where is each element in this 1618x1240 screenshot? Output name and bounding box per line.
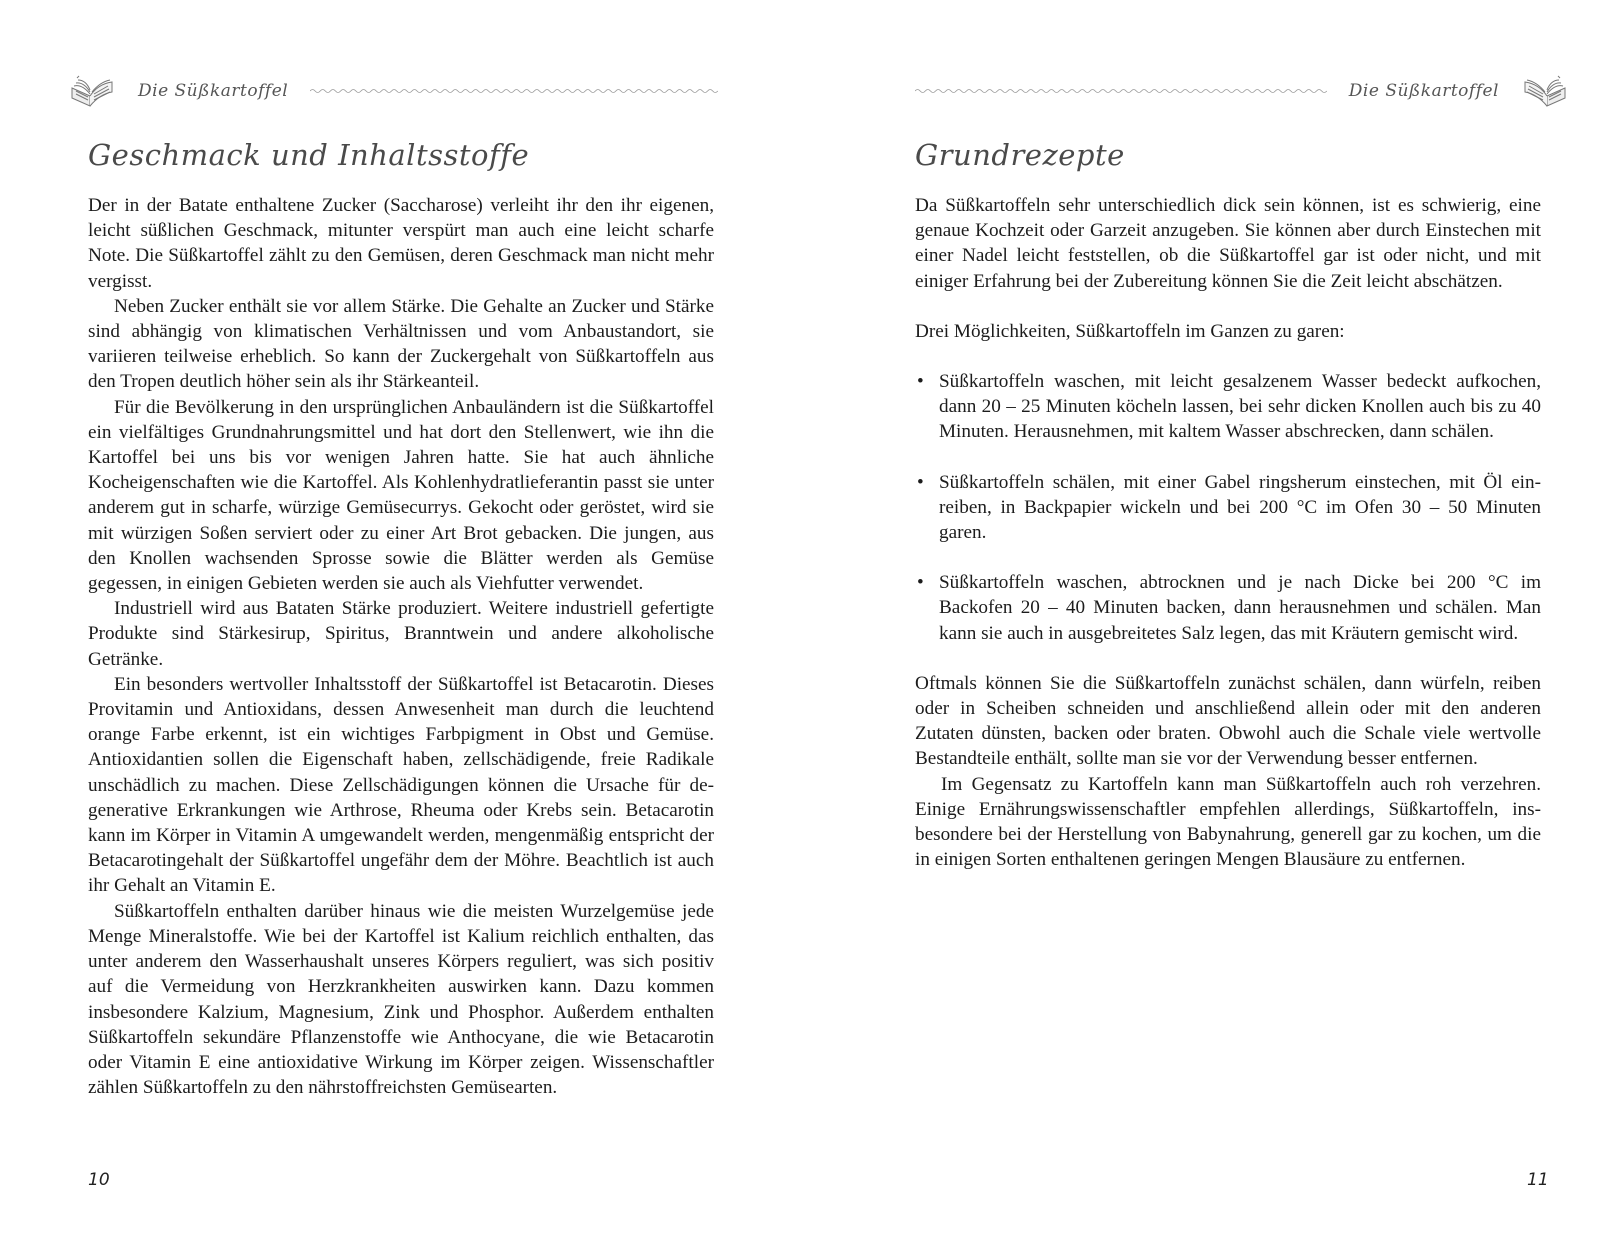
list-item (915, 369, 1541, 445)
list-lead: Drei Möglichkeiten, Süßkartoffeln im Ganzen zu garen: (915, 320, 1345, 342)
list-item (915, 570, 1541, 646)
paragraph: Für die Bevölkerung in den ursprünglichen Anbauländern ist die Süßkartoffel ein vielfältiges Grundnahrungsmittel und hat dort den Stellenwert, wie ihn die Kartoffel bei uns bis vor wenigen Jahren hatte. Sie hat auch ähnliche Kocheigenschaften wie die Kartoffel. Als Kohlenhydratlieferantin passt sie unter anderem gut in scharfe, würzige Gemüsecurrys. Gekocht oder geröstet, wird sie mit würzigen Soßen serviert oder zu einer Art Brot gebacken. Die jungen, aus den Knollen wachsenden Sprosse sowie die Blätter werden als Gemüse gegessen, in einigen Gebieten werden sie auch als Viehfutter verwendet. (88, 396, 714, 595)
bullet-icon: • (917, 572, 924, 594)
intro-paragraph: Da Süßkartoffeln sehr unterschiedlich dick sein können, ist es schwierig, eine genaue Kochzeit oder Garzeit anzugeben. Sie können aber durch Einstechen mit einer Nadel leicht feststellen, ob die Süßkartoffel gar ist oder nicht, und mit einiger Erfahrung bei der Zubereitung können Sie die Zeit leicht abschätzen. (915, 195, 1541, 292)
open-book-icon (68, 74, 116, 108)
right-page (809, 0, 1618, 1240)
paragraph: Ein besonders wertvoller Inhaltsstoff der Süßkartoffel ist Betacarotin. Dieses Provitamin und Antioxidans, dessen Anwesenheit man durch die leuchtend orange Farbe erkennt, ist ein wichtiges Farbpigment in Obst und Gemüse. Antioxidantien sollen die Eigenschaft haben, zellschädigende, freie Radikale unschädlich zu machen. Diese Zellschädigungen können die Ursache für degenerative Erkrankungen wie Arthrose, Rheuma oder Krebs sein. Betacarotin kann im Körper in Vitamin A umgewandelt werden, mengenmäßig entspricht der Betacarotingehalt der Süßkartoffel ungefähr dem der Möhre. Beachtlich ist auch ihr Gehalt an Vitamin E. (88, 673, 714, 897)
chapter-title: Grundrezepte (915, 138, 1125, 172)
list-item-text: Süßkartoffeln waschen, abtrocknen und je nach Dicke bei 200 °C im Backofen 20 – 40 Minuten backen, dann herausnehmen und schälen. Man kann sie auch in ausgebreitetes Salz legen, das mit Kräutern gemischt wird. (939, 572, 1541, 644)
paragraph: Industriell wird aus Bataten Stärke produziert. Weitere industriell gefertigte Produkte sind Stärkesirup, Spiritus, Branntwein und andere alkoholische Getränke. (88, 598, 714, 670)
paragraph: Süßkartoffeln enthalten darüber hinaus wie die meisten Wurzelgemüse jede Menge Mineralstoffe. Wie bei der Kartoffel ist Kalium reichlich enthalten, das unter anderem den Wasserhaushalt unseres Körpers reguliert, was sich positiv auf die Vermeidung von Herzkrankheiten auswirken kann. Dazu kommen insbesondere Kalzium, Magnesium, Zink und Phosphor. Außerdem enthalten Süßkartoffeln sekundäre Pflanzenstoffe wie Anthocyane, die wie Betacarotin oder Vitamin E eine antioxidative Wirkung im Körper zeigen. Wissenschaftler zählen Süßkartoffeln zu den nährstoffreichsten Gemüsearten. (88, 900, 714, 1099)
body-text-left (88, 193, 714, 1100)
page-number: 11 (1527, 1170, 1549, 1190)
running-head-title: Die Süßkartoffel (1348, 81, 1499, 101)
paragraph: Neben Zucker enthält sie vor allem Stärke. Die Gehalte an Zucker und Stärke sind abhängig von klimatischen Verhältnissen und vom Anbaustandort, sie variieren teilweise erheblich. So kann der Zuckergehalt von Süßkartoffeln aus den Tropen deutlich höher sein als ihr Stärkeanteil. (88, 295, 714, 393)
running-head-left (68, 76, 718, 106)
open-book-icon (1521, 74, 1569, 108)
chapter-title: Geschmack und Inhaltsstoffe (88, 138, 530, 172)
running-head-title: Die Süßkartoffel (138, 81, 289, 101)
list-item (915, 470, 1541, 546)
paragraph: Oftmals können Sie die Süßkartoffeln zunächst schälen, dann würfeln, reiben oder in Scheiben schneiden und anschließend allein oder mit den anderen Zutaten dünsten, backen oder braten. Obwohl auch die Schale viele wertvolle Bestandteile enthält, sollte man sie vor der Verwendung besser entfernen. (915, 672, 1541, 770)
wavy-rule-ornament (915, 86, 1327, 96)
list-item-text: Süßkartoffeln schälen, mit einer Gabel ringsherum einstechen, mit Öl einreiben, in Backpapier wickeln und bei 200 °C im Ofen 30 – 50 Minuten garen. (939, 471, 1541, 544)
body-text-right (915, 193, 1541, 872)
list-item-text: Süßkartoffeln waschen, mit leicht gesalzenem Wasser bedeckt aufkochen, dann 20 – 25 Minuten köcheln lassen, bei sehr dicken Knollen auch bis zu 40 Minuten. Herausnehmen, mit kaltem Wasser abschrecken, dann schälen. (939, 371, 1541, 443)
paragraph: Der in der Batate enthaltene Zucker (Saccharose) verleiht ihr den ihr eigenen, leicht süßlichen Geschmack, mitunter verspürt man auch eine leicht scharfe Note. Die Süßkartoffel zählt zu den Gemüsen, deren Geschmack man nicht mehr vergisst. (88, 195, 714, 292)
running-head-right (915, 76, 1569, 106)
paragraph: Im Gegensatz zu Kartoffeln kann man Süßkartoffeln auch roh verzehren. Einige Ernährungswissenschaftler empfehlen allerdings, Süßkartoffeln, insbesondere bei der Herstellung von Babynahrung, generell gar zu kochen, um die in einigen Sorten enthaltenen geringen Mengen Blausäure zu entfernen. (915, 773, 1541, 871)
bullet-icon: • (917, 471, 924, 493)
page-number: 10 (88, 1170, 110, 1190)
bullet-icon: • (917, 371, 924, 393)
cooking-methods-list (915, 369, 1541, 646)
wavy-rule-ornament (310, 86, 718, 96)
